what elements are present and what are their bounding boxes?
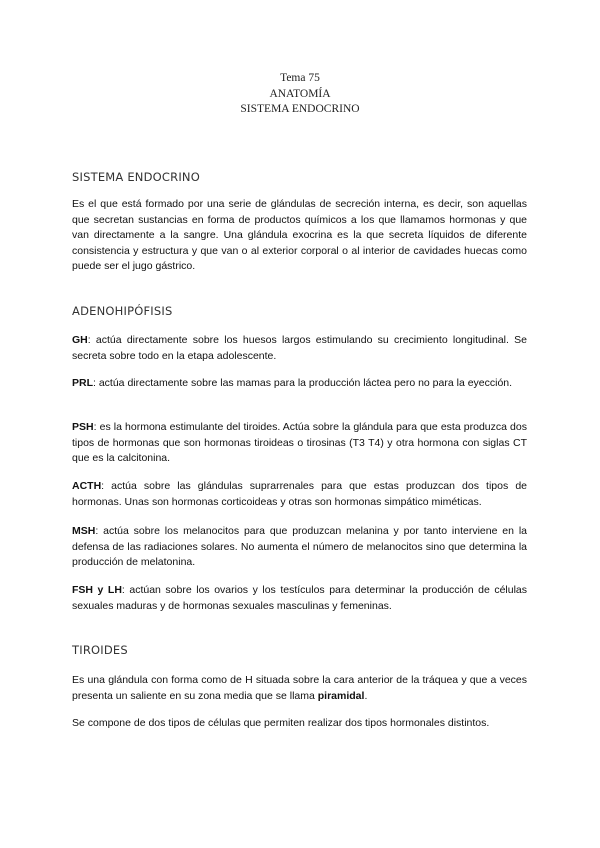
hormone-term: PRL [72, 377, 93, 389]
hormone-item-gh [72, 333, 527, 364]
section-heading-tiroides: TIROIDES [72, 643, 128, 657]
tiroides-text: Es una glándula con forma como de H situada sobre la cara anterior de la tráquea y que a veces presenta un saliente en su zona media que se llama [72, 674, 527, 702]
subject-title: ANATOMÍA [269, 87, 331, 100]
hormone-term: FSH y LH [72, 584, 122, 596]
tiroides-text-end: . [364, 689, 368, 702]
hormone-description: : es la hormona estimulante del tiroides. Actúa sobre la glándula para que esta produzca dos tipos de hormonas que son hormonas tiroideas o tirosinas (T3 T4) y otra hormona con siglas CT que es la calcitonina. [72, 421, 527, 464]
hormone-item-acth [72, 479, 527, 510]
tiroides-bold-term: piramidal [317, 689, 365, 702]
paragraph-tiroides-1 [72, 673, 527, 704]
hormone-term: ACTH [72, 480, 102, 492]
hormone-item-msh [72, 524, 527, 571]
hormone-description: : actúan sobre los ovarios y los testículos para determinar la producción de células sexuales maduras y de hormonas sexuales masculinas y femeninas. [72, 584, 528, 612]
hormone-description: : actúa sobre las glándulas suprarrenales para que estas produzcan dos tipos de hormonas. Unas son hormonas corticoideas y otras son hormonas simpático miméticas. [72, 480, 527, 508]
hormone-item-fsh-lh [72, 583, 527, 614]
section-heading-adenohipofisis: ADENOHIPÓFISIS [72, 304, 173, 318]
hormone-item-prl [72, 376, 527, 392]
hormone-term: GH [72, 334, 88, 346]
paragraph-sistema-endocrino: Es el que está formado por una serie de glándulas de secreción interna, es decir, son aquellas que secretan sustancias en forma de productos químicos a los que llamamos hormonas y que van directamente a la sangre. Una glándula exocrina es la que secreta líquidos de diferente consistencia y estructura y que van o al exterior corporal o al interior de cavidades huecas como puede ser el jugo gástrico. [72, 198, 527, 272]
hormone-term: MSH [72, 525, 96, 537]
hormone-term: PSH [72, 421, 94, 433]
section-heading-sistema-endocrino: SISTEMA ENDOCRINO [72, 170, 200, 184]
hormone-description: : actúa sobre los melanocitos para que produzcan melanina y por tanto interviene en la defensa de las radiaciones solares. No aumenta el número de melanocitos sino que determina la producción de melatonina. [72, 525, 527, 568]
hormone-description: : actúa directamente sobre las mamas para la producción láctea pero no para la eyección. [93, 377, 513, 389]
paragraph-tiroides-2: Se compone de dos tipos de células que permiten realizar dos tipos hormonales distintos. [72, 717, 490, 729]
tema-number: Tema 75 [280, 72, 320, 84]
topic-title: SISTEMA ENDOCRINO [240, 103, 360, 115]
hormone-description: : actúa directamente sobre los huesos largos estimulando su crecimiento longitudinal. Se secreta sobre todo en la etapa adolescente. [72, 334, 527, 362]
title-block [0, 71, 600, 118]
hormone-item-psh [72, 420, 527, 467]
